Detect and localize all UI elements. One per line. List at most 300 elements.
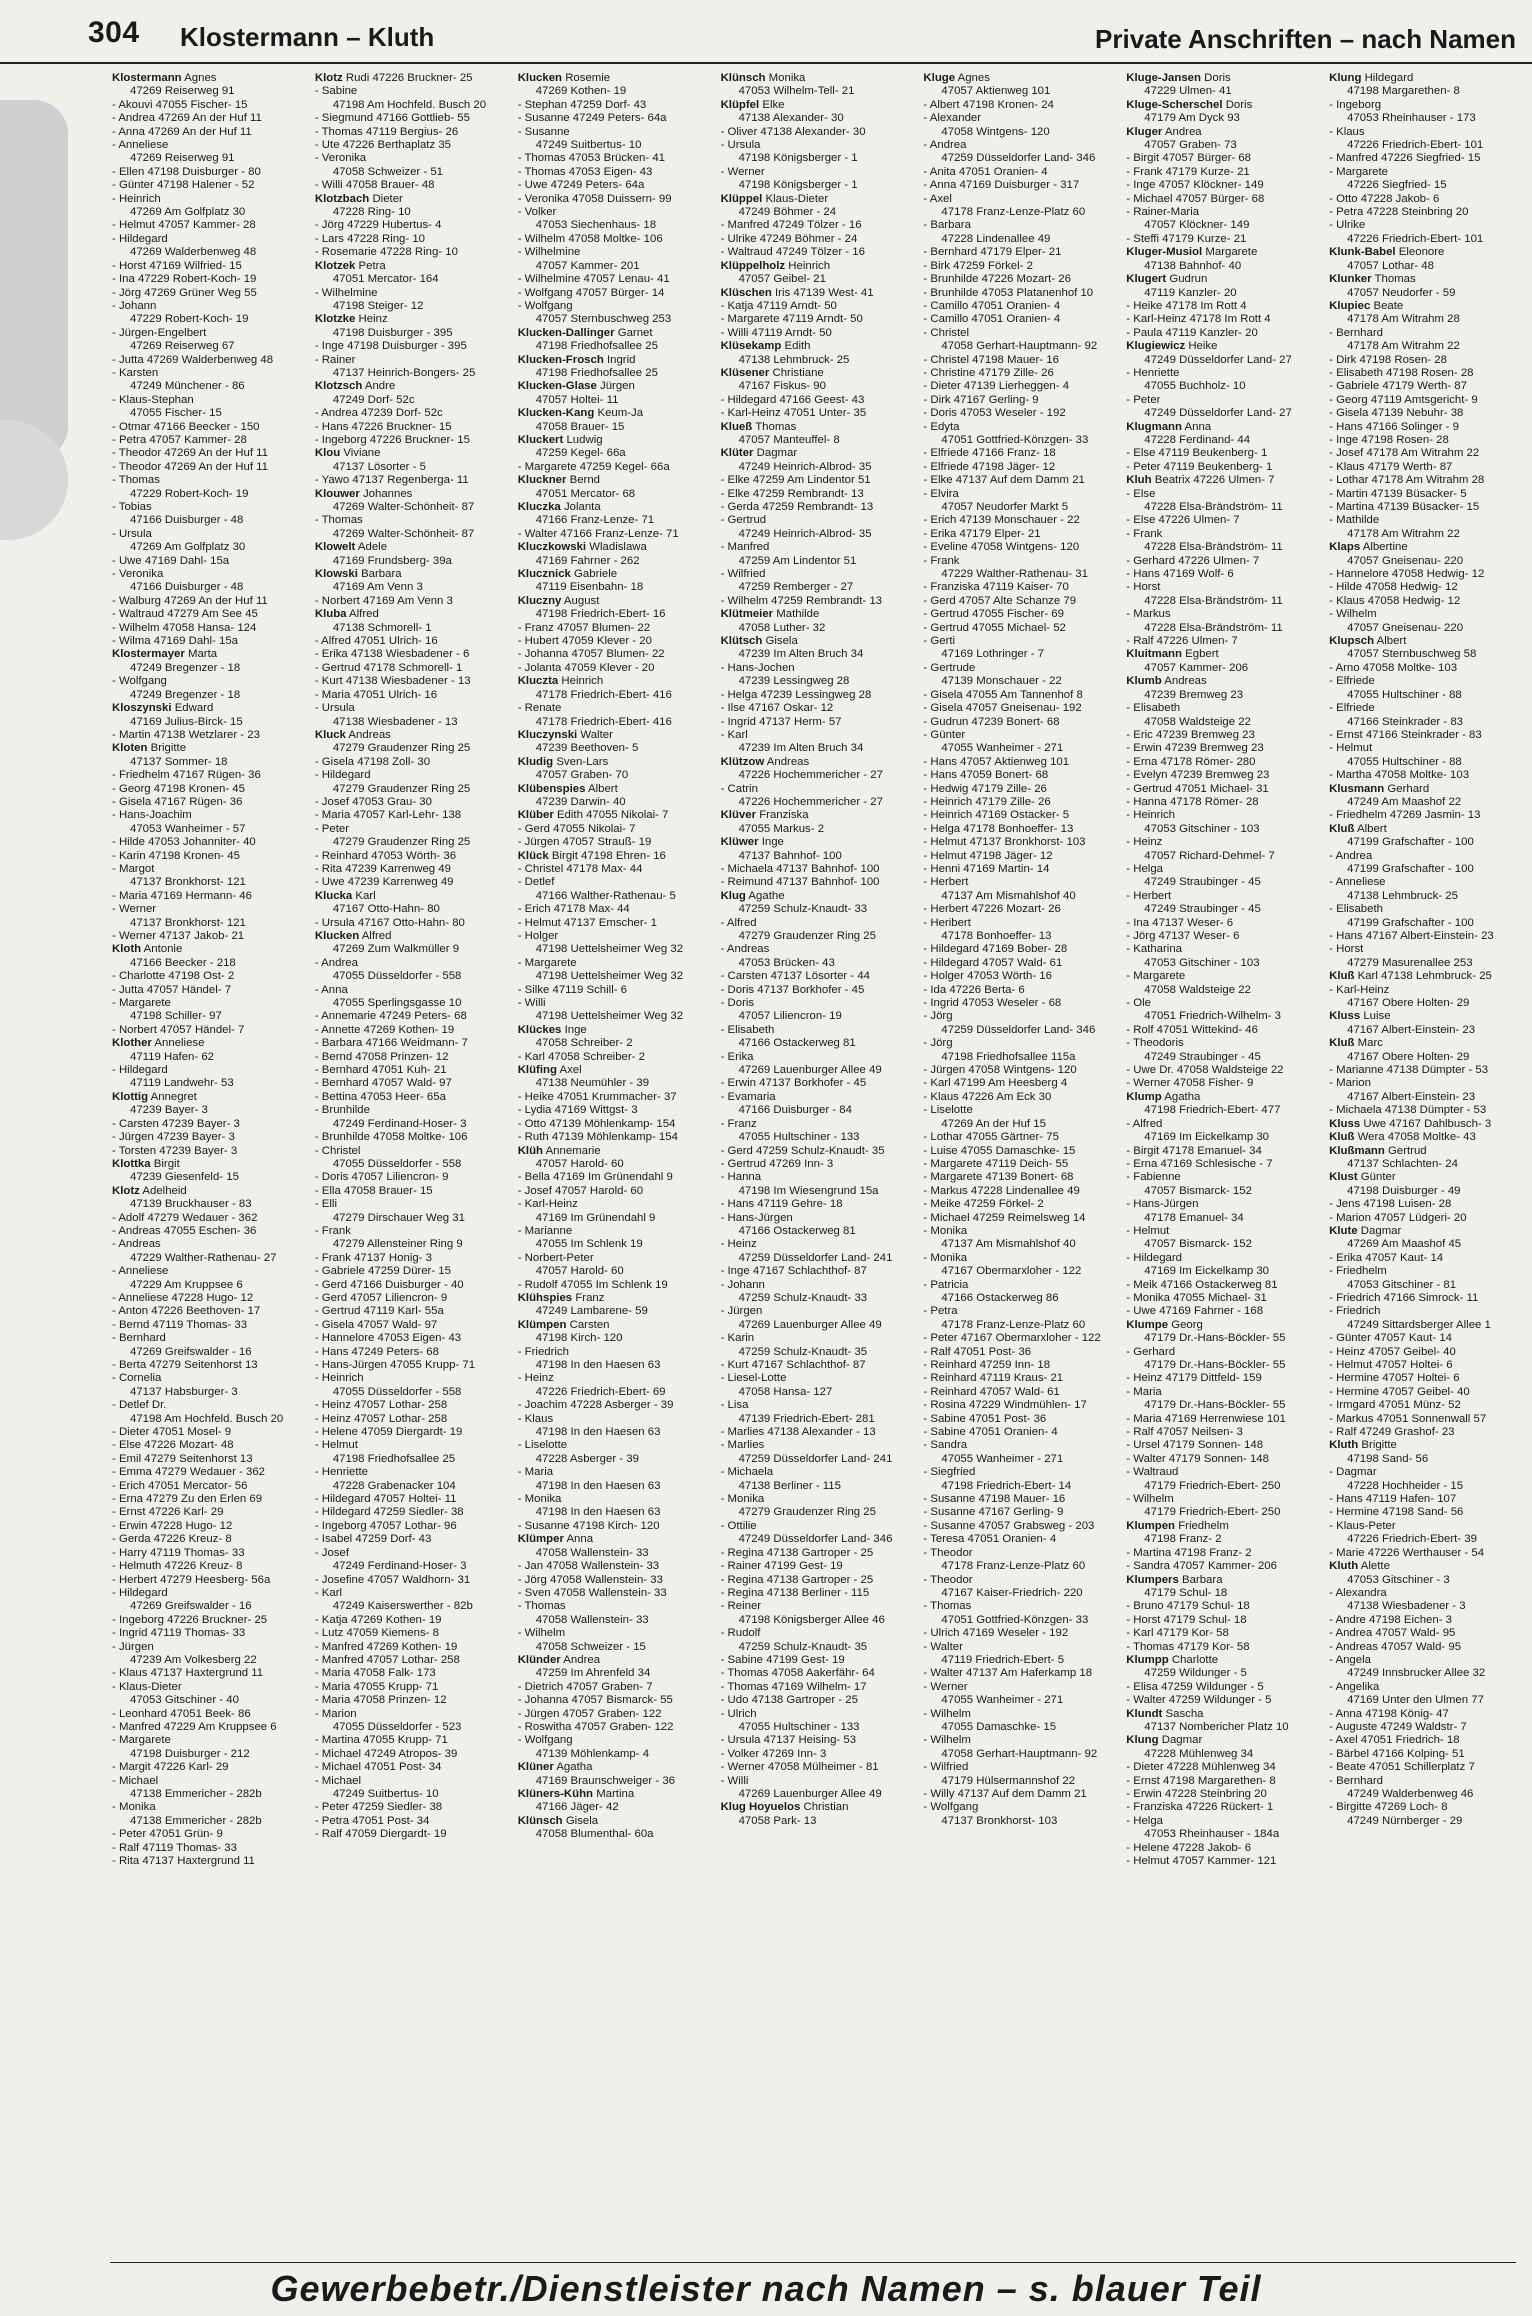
directory-entry [721,809,914,822]
entry-text: - Horst 47179 Schul- 18 [1126,1613,1247,1626]
entry-text: - Andrea 47239 Dorf- 52c [314,407,443,420]
surname: Klüpfel [720,98,760,111]
directory-entry [721,890,914,903]
entry-text: - Marlies 47138 Alexander - 13 [720,1426,876,1439]
entry-text: - Wilhelm 47058 Moltke- 106 [517,232,663,245]
entry-text: - Liselotte [923,1104,973,1117]
directory-entry [1126,1292,1319,1305]
directory-entry [923,1359,1116,1372]
directory-entry [1126,1359,1319,1372]
entry-text: - Albert 47198 Kronen- 24 [923,98,1054,111]
directory-entry [721,1627,914,1640]
entry-text: - Helmut 47137 Emscher- 1 [517,916,657,929]
directory-entry [1329,206,1522,219]
entry-text: - Marion 47057 Lüdgeri- 20 [1329,1211,1467,1224]
directory-entry [518,702,711,715]
directory-entry [112,313,305,326]
entry-text: - Jörg [923,1010,953,1023]
entry-text: - Wolfgang [517,1734,573,1747]
address-text: 47058 Waldsteige 22 [1144,715,1251,728]
directory-entry [923,1708,1116,1721]
directory-entry [721,1010,914,1023]
entry-text: - Jürgen 47239 Bayer- 3 [112,1131,235,1144]
address-text: 47053 Wanheimer - 57 [130,822,246,835]
directory-entry [112,514,305,527]
entry-text: - Hans-Jürgen [720,1211,793,1224]
directory-entry [112,99,305,112]
address-text: 47057 Aktienweg 101 [941,85,1051,98]
directory-entry [923,206,1116,219]
directory-entry [518,233,711,246]
directory-entry [1126,1466,1319,1479]
address-text: 47058 Schweizer - 51 [332,165,444,178]
directory-entry [315,354,508,367]
entry-text: - Michael 47051 Post- 34 [314,1761,442,1774]
directory-entry [518,943,711,956]
address-text: 47269 Am Maashof 45 [1347,1238,1462,1251]
address-text: 47057 Graben- 73 [1144,139,1237,152]
entry-text: - Ursula [720,139,761,152]
directory-entry [721,139,914,152]
directory-entry [721,1372,914,1385]
directory-entry [315,85,508,98]
directory-entry [1126,1091,1319,1104]
entry-text: - Otto 47139 Möhlenkamp- 154 [517,1117,676,1130]
directory-entry [1126,1480,1319,1493]
directory-entry [1126,313,1319,326]
entry-text: - Sandra 47057 Kammer- 206 [1126,1560,1277,1573]
directory-entry [721,488,914,501]
directory-entry [518,1305,711,1318]
entry-text: - Martina 47055 Krupp- 71 [314,1734,448,1747]
entry-text: Doris [1204,72,1231,84]
entry-text: - Annemarie 47249 Peters- 68 [314,1010,467,1023]
directory-entry [1329,1694,1522,1707]
directory-entry [721,287,914,300]
directory-entry [1126,1145,1319,1158]
entry-text: - Klaus 47179 Werth- 87 [1329,460,1453,473]
directory-entry [721,1694,914,1707]
directory-entry [1329,1024,1522,1037]
directory-entry [721,1533,914,1546]
entry-text: Andrea [563,1653,601,1666]
entry-text: - Katja 47119 Arndt- 50 [720,299,837,312]
surname: Klotzek [314,259,356,272]
directory-entry [1126,1225,1319,1238]
entry-text: - Johanna 47057 Bismarck- 55 [517,1694,673,1707]
directory-column [721,72,914,2252]
surname: Klucken [517,72,563,84]
entry-text: - Else 47119 Beukenberg- 1 [1126,447,1268,460]
directory-entry [1329,1051,1522,1064]
directory-entry [1329,327,1522,340]
directory-entry [923,1815,1116,1828]
address-text: 47269 An der Huf 15 [941,1117,1046,1130]
directory-entry [518,1426,711,1439]
address-text: 47167 Obere Holten- 29 [1347,1050,1470,1063]
entry-text: - Paula 47119 Kanzler- 20 [1126,326,1258,339]
directory-entry [518,434,711,447]
directory-entry [315,957,508,970]
entry-text: - Monika [517,1493,562,1506]
directory-entry [315,1560,508,1573]
directory-entry [112,354,305,367]
entry-text: - Margarete [1126,970,1186,983]
directory-entry [923,1600,1116,1613]
directory-entry [112,1279,305,1292]
directory-entry [923,1574,1116,1587]
directory-entry [315,434,508,447]
entry-text: - Barbara 47166 Weidmann- 7 [314,1037,468,1050]
directory-entry [1329,716,1522,729]
entry-text: - Petra 47057 Kammer- 28 [112,433,247,446]
entry-text: - Erwin 47228 Hugo- 12 [112,1519,233,1532]
directory-entry [721,943,914,956]
address-text: 47198 In den Haesen 63 [535,1426,661,1439]
directory-entry [112,970,305,983]
entry-text: - Detlef Dr. [112,1399,167,1412]
directory-entry [1329,1627,1522,1640]
entry-text: - Gertrude [923,661,976,674]
directory-entry [315,1493,508,1506]
directory-entry [315,1694,508,1707]
entry-text: Anna [566,1533,594,1546]
entry-text: - Werner [720,165,765,178]
entry-text: - Thomas [923,1600,972,1613]
entry-text: Iris 47139 West- 41 [775,286,874,299]
entry-text: - Irmgard 47051 Münz- 52 [1329,1399,1461,1412]
entry-text: - Andrea [314,956,358,969]
directory-entry [518,1024,711,1037]
address-text: 47228 Asberger - 39 [535,1452,639,1465]
entry-text: - Helmut [314,1439,358,1452]
directory-entry [1329,769,1522,782]
directory-entry [923,461,1116,474]
entry-text: - Jörg 47058 Wallenstein- 33 [517,1573,663,1586]
entry-text: - Johann [720,1278,765,1291]
directory-entry [721,1332,914,1345]
address-text: 47239 Am Volkesberg 22 [130,1653,257,1666]
entry-text: - Maria 47058 Falk- 173 [314,1667,436,1680]
directory-entry [315,997,508,1010]
entry-text: Ingrid [606,353,636,366]
address-text: 47053 Gitschiner - 103 [1144,822,1260,835]
entry-text: Birgit 47198 Ehren- 16 [551,849,666,862]
entry-text: - Dieter 47051 Mosel- 9 [112,1426,232,1439]
entry-text: - Elfriede 47166 Franz- 18 [923,447,1056,460]
directory-entry [518,327,711,340]
address-text: 47198 Uettelsheimer Weg 32 [535,1010,684,1023]
entry-text: - Detlef [517,876,555,889]
directory-entry [721,327,914,340]
directory-entry [112,555,305,568]
directory-entry [315,1292,508,1305]
entry-text: - Lothar 47178 Am Witrahm 28 [1329,474,1485,487]
entry-text: - Karl-Heinz 47051 Unter- 35 [720,407,867,420]
entry-text: - Manfred 47229 Am Kruppsee 6 [112,1720,277,1733]
directory-entry [112,1493,305,1506]
directory-entry [1329,1265,1522,1278]
directory-entry [923,1721,1116,1734]
address-text: 47179 Friedrich-Ebert- 250 [1144,1479,1281,1492]
address-text: 47055 Hultschiner - 133 [738,1131,860,1144]
entry-text: - Alfred [1126,1117,1163,1130]
address-text: 47259 Düsseldorfer Land- 241 [738,1452,893,1465]
entry-text: - Andrea [1329,849,1373,862]
entry-text: - Andrea 47269 An der Huf 11 [112,112,262,125]
surname: Kluczynski [517,728,578,741]
entry-text: - Holger [517,930,559,942]
page-number: 304 [88,16,140,49]
surname: Klünsch [517,1814,563,1827]
entry-text: - Volker 47269 Inn- 3 [720,1747,827,1760]
directory-entry [1126,1332,1319,1345]
directory-entry [315,1761,508,1774]
entry-text: - Michael 47057 Bürger- 68 [1126,192,1265,205]
directory-entry [1329,568,1522,581]
entry-text: - Gabriele 47259 Dürer- 15 [314,1265,451,1278]
directory-entry [721,997,914,1010]
directory-entry [1126,1252,1319,1265]
entry-text: - Andrea [923,139,967,152]
entry-text: - Michael 47249 Atropos- 39 [314,1747,458,1760]
address-text: 47138 Wiesbadener - 3 [1347,1600,1466,1613]
entry-text: - Hubert 47059 Klever - 20 [517,635,652,648]
entry-text: Wera 47058 Moltke- 43 [1357,1131,1476,1144]
directory-entry [518,354,711,367]
directory-entry [923,367,1116,380]
directory-entry [721,1265,914,1278]
entry-text: - Ulrich 47169 Weseler - 192 [923,1627,1069,1640]
directory-entry [721,340,914,353]
directory-entry [1329,380,1522,393]
entry-text: - Karin 47198 Kronen- 45 [112,849,240,862]
directory-entry [923,380,1116,393]
directory-entry [721,1077,914,1090]
entry-text: - Erich 47178 Max- 44 [517,903,630,916]
directory-entry [923,1010,1116,1023]
entry-text: - Wilhelmine [314,286,378,299]
entry-text: - Hans 47169 Wolf- 6 [1126,568,1234,581]
address-text: 47198 Uettelsheimer Weg 32 [535,943,684,956]
directory-entry [315,1547,508,1560]
entry-text: - Leonhard 47051 Beek- 86 [112,1707,251,1720]
directory-entry [1329,890,1522,903]
entry-text: - Reimund 47137 Bahnhof- 100 [720,876,880,889]
entry-text: - Uwe 47239 Karrenweg 49 [314,876,454,889]
address-text: 47178 Am Witrahm 22 [1347,527,1460,540]
address-text: 47137 Schlachten- 24 [1347,1157,1458,1170]
entry-text: - Wilfried [923,1761,969,1774]
entry-text: - Elke 47137 Auf dem Damm 21 [923,474,1085,487]
entry-text: - Jürgen 47057 Graben- 122 [517,1707,662,1720]
address-text: 47226 Hochemmericher - 27 [738,795,883,808]
entry-text: - Ralf 47051 Post- 36 [923,1345,1032,1358]
directory-entry [923,85,1116,98]
directory-entry [721,836,914,849]
directory-entry [923,1372,1116,1385]
directory-entry [1126,836,1319,849]
entry-text: - Erna 47279 Zu den Erlen 69 [112,1493,263,1506]
section-title: Private Anschriften – nach Namen [1095,24,1516,54]
directory-entry [721,756,914,769]
address-text: 47269 Reiserweg 91 [130,152,235,165]
entry-text: - Ralf 47226 Ulmen- 7 [1126,635,1238,648]
surname: Klück [517,849,549,862]
entry-text: - Theodor 47269 An der Huf 11 [112,447,268,460]
entry-text: - Doris 47057 Liliencron- 9 [314,1171,449,1184]
directory-entry [112,1265,305,1278]
directory-entry [721,823,914,836]
surname: Klust [1329,1171,1358,1184]
directory-entry [518,1828,711,1841]
directory-entry [1329,287,1522,300]
entry-text: - Lars 47228 Ring- 10 [314,232,426,245]
directory-entry [518,1815,711,1828]
directory-entry [1126,407,1319,420]
directory-entry [518,1480,711,1493]
entry-text: - Markus [1126,608,1171,621]
directory-entry [1126,648,1319,661]
entry-text: - Hans 47119 Hafen- 107 [1329,1493,1457,1506]
entry-text: - Karin [720,1332,755,1345]
entry-text: - Klaus-Stephan [112,393,194,406]
directory-entry [1329,179,1522,192]
entry-text: - Elke 47259 Am Lindentor 51 [720,474,871,487]
directory-entry [518,1198,711,1211]
directory-entry [315,1614,508,1627]
entry-text: - Wilhelm [517,1627,566,1640]
entry-text: - Ellen 47198 Duisburger - 80 [112,165,261,178]
directory-entry [721,152,914,165]
entry-text: - Erwin 47239 Bremweg 23 [1126,742,1264,755]
address-text: 47249 Düsseldorfer Land- 27 [1144,407,1292,420]
entry-text: - Heike 47178 Im Rott 4 [1126,299,1247,312]
address-text: 47249 Walderbenweg 46 [1347,1788,1474,1800]
entry-text: - Anita 47051 Oranien- 4 [923,165,1048,178]
directory-entry [923,850,1116,863]
directory-entry [315,1574,508,1587]
entry-text: - Ralf 47059 Diergardt- 19 [314,1828,447,1841]
address-text: 47137 Heinrich-Bongers- 25 [332,366,476,379]
directory-entry [518,421,711,434]
entry-text: - Adolf 47279 Wedauer - 362 [112,1211,258,1224]
directory-entry [518,1788,711,1801]
directory-entry [923,1158,1116,1171]
directory-entry [518,876,711,889]
directory-entry [1329,99,1522,112]
directory-entry [1329,622,1522,635]
address-text: 47058 Park- 13 [738,1814,817,1827]
directory-entry [721,1614,914,1627]
address-text: 47057 Sternbuschweg 58 [1347,648,1477,661]
address-text: 47259 Schulz-Knaudt- 33 [738,1291,868,1304]
entry-text: - Thomas 47169 Wilhelm- 17 [720,1680,867,1693]
address-text: 47051 Mercator- 164 [332,273,439,286]
directory-entry [1126,273,1319,286]
directory-entry [1329,1681,1522,1694]
directory-entry [518,1319,711,1332]
address-text: 47228 Elsa-Brändström- 11 [1144,501,1283,513]
entry-text: - Jürgen 47058 Wintgens- 120 [923,1064,1077,1077]
address-text: 47169 Frundsberg- 39a [332,554,452,567]
entry-text: Annegret [150,1090,197,1103]
address-text: 47198 Kirch- 120 [535,1332,623,1345]
directory-entry [112,1828,305,1841]
address-text: 47166 Beecker - 218 [130,956,236,969]
address-text: 47058 Wintgens- 120 [941,125,1050,138]
directory-entry [721,850,914,863]
directory-entry [1329,1520,1522,1533]
entry-text: - Margit 47226 Karl- 29 [112,1761,229,1774]
entry-text: - Andre 47198 Eichen- 3 [1329,1613,1452,1626]
directory-entry [112,85,305,98]
directory-entry [518,407,711,420]
directory-entry [315,219,508,232]
entry-text: - Birgitte 47269 Loch- 8 [1329,1801,1448,1814]
directory-entry [1126,997,1319,1010]
directory-entry [721,407,914,420]
entry-text: August [563,594,600,607]
directory-entry [112,206,305,219]
directory-entry [518,166,711,179]
entry-text: - Isabel 47259 Dorf- 43 [314,1533,432,1546]
entry-text: - Friedhelm 47167 Rügen- 36 [112,769,261,782]
entry-text: - Karl 47199 Am Heesberg 4 [923,1077,1068,1090]
directory-entry [923,1118,1116,1131]
entry-text: Alfred [361,930,392,942]
entry-text: - Margarete [112,997,171,1010]
entry-text: - Peter [1126,393,1161,406]
entry-text: - Angela [1329,1653,1371,1666]
address-text: 47058 Gerhart-Hauptmann- 92 [941,1747,1098,1760]
entry-text: - Ingrid 47137 Herm- 57 [720,715,842,728]
entry-text: - Theodor [923,1546,973,1559]
entry-text: - Harry 47119 Thomas- 33 [112,1546,245,1559]
directory-entry [112,367,305,380]
directory-entry [518,1091,711,1104]
directory-entry [112,1332,305,1345]
directory-entry [315,394,508,407]
directory-entry [315,273,508,286]
directory-entry [1126,1828,1319,1841]
entry-text: - Thomas [314,514,363,527]
directory-entry [518,783,711,796]
entry-text: - Catrin [720,782,758,795]
directory-entry [923,1801,1116,1814]
directory-entry [112,702,305,715]
entry-text: - Horst [1126,581,1161,594]
surname: Klüsener [720,366,770,379]
directory-entry [518,1453,711,1466]
directory-entry [315,1466,508,1479]
entry-text: - Wilhelm 47259 Rembrandt- 13 [720,594,883,607]
address-text: 47179 Schul- 18 [1144,1586,1228,1599]
directory-entry [923,541,1116,554]
directory-entry [1329,970,1522,983]
surname: Kloten [112,742,148,755]
entry-text: - Marion [1329,1077,1371,1090]
directory-entry [518,1775,711,1788]
directory-entry [721,1775,914,1788]
address-text: 47138 Lehmbruck- 25 [738,353,850,366]
directory-entry [923,555,1116,568]
entry-text: - Manfred 47249 Tölzer - 16 [720,219,862,232]
directory-entry [1329,1815,1522,1828]
directory-entry [721,1815,914,1828]
directory-entry [315,1212,508,1225]
directory-entry [1329,555,1522,568]
